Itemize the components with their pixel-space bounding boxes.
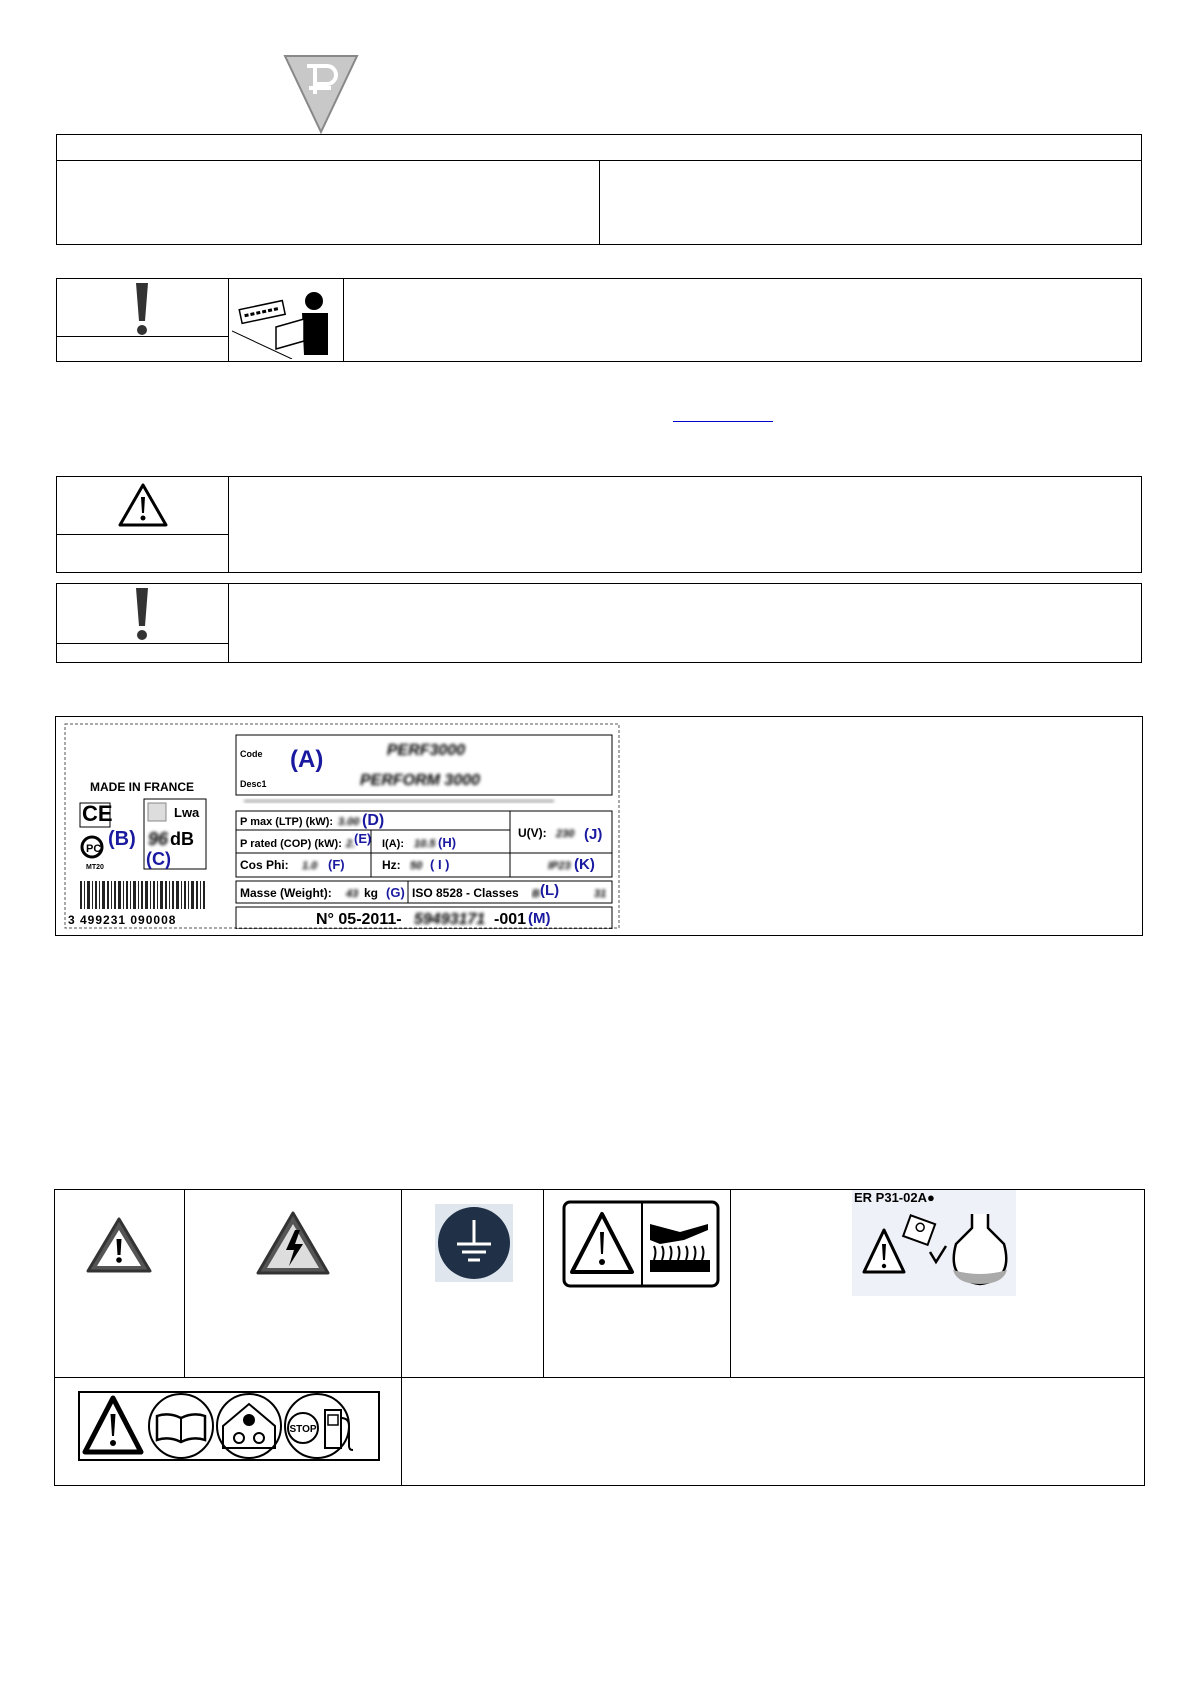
nameplate-image: [64, 723, 620, 929]
svg-text:Hz:: Hz:: [382, 858, 401, 872]
svg-text:PERFORM 3000: PERFORM 3000: [359, 772, 481, 789]
warning-notice: [56, 476, 1142, 573]
svg-text:MT20: MT20: [86, 864, 104, 871]
svg-text:PC: PC: [86, 843, 102, 855]
hyperlink-underline[interactable]: [673, 421, 773, 422]
nameplate-section: [55, 716, 1143, 936]
svg-text:Masse (Weight):: Masse (Weight):: [240, 886, 332, 900]
svg-text:96: 96: [148, 829, 169, 849]
svg-text:kg: kg: [364, 886, 379, 900]
svg-text:Desc1: Desc1: [240, 779, 267, 789]
svg-text:(G): (G): [386, 885, 405, 900]
header-table: [56, 134, 1142, 245]
toxic-fumes-icon: [217, 1394, 281, 1458]
hot-surface-icon: [562, 1200, 720, 1288]
important-notice: [56, 583, 1142, 663]
svg-text:(D): (D): [362, 812, 385, 829]
general-warning-icon: [85, 1216, 153, 1274]
svg-text:B: B: [532, 888, 540, 900]
svg-text:2.: 2.: [346, 838, 356, 850]
svg-text:43: 43: [346, 888, 359, 900]
warning-triangle-icon: [117, 482, 169, 528]
svg-text:(H): (H): [438, 835, 457, 850]
svg-text:50: 50: [410, 860, 423, 872]
svg-text:3.00: 3.00: [338, 816, 360, 828]
earth-ground-icon: [435, 1204, 513, 1282]
safety-instructions-sticker: [77, 1390, 381, 1462]
svg-text:N° 05-2011-: N° 05-2011-: [316, 911, 402, 928]
svg-text:PERF3000: PERF3000: [386, 742, 466, 759]
svg-text:Lwa: Lwa: [174, 805, 200, 820]
svg-text:Cos Phi:: Cos Phi:: [240, 858, 289, 872]
exclamation-icon: [132, 281, 152, 337]
svg-text:31: 31: [594, 888, 607, 900]
sound-power-icon: [148, 803, 166, 821]
svg-text:-001: -001: [494, 911, 527, 928]
svg-text:1.0: 1.0: [302, 860, 318, 872]
read-manual-notice: [56, 278, 1142, 362]
svg-text:STOP: STOP: [289, 1424, 317, 1435]
svg-text:ER P31-02A●: ER P31-02A●: [854, 1190, 935, 1205]
svg-text:U(V):: U(V):: [518, 826, 547, 840]
svg-text:dB: dB: [170, 829, 194, 849]
svg-text:(L): (L): [540, 882, 560, 899]
svg-text:( I ): ( I ): [430, 857, 450, 872]
svg-text:(F): (F): [328, 857, 345, 872]
svg-text:(C): (C): [146, 849, 171, 869]
svg-text:P rated (COP) (kW):: P rated (COP) (kW):: [240, 838, 342, 850]
svg-text:(A): (A): [290, 746, 324, 773]
ce-mark-icon: CE: [82, 801, 113, 826]
svg-text:230: 230: [556, 828, 575, 840]
made-in-label: MADE IN FRANCE: [90, 780, 194, 794]
pictogram-table: [54, 1189, 1145, 1486]
svg-text:(J): (J): [584, 826, 603, 843]
read-manual-icon: [149, 1394, 213, 1458]
svg-text:P max (LTP) (kW):: P max (LTP) (kW):: [240, 816, 334, 828]
manufacturer-logo-icon: [283, 54, 359, 134]
svg-text:3 499231 090008: 3 499231 090008: [68, 913, 177, 927]
oil-level-sticker-icon: [852, 1190, 1016, 1296]
electrical-hazard-icon: [255, 1210, 331, 1276]
svg-text:I(A):: I(A):: [382, 838, 404, 850]
svg-text:(E): (E): [354, 831, 372, 846]
svg-text:Code: Code: [240, 749, 263, 759]
svg-text:ISO 8528 - Classes: ISO 8528 - Classes: [412, 886, 519, 900]
svg-text:59493171: 59493171: [414, 911, 486, 928]
svg-text:(B): (B): [108, 828, 136, 850]
svg-text:10.5: 10.5: [414, 838, 436, 850]
svg-text:IP23: IP23: [548, 860, 571, 872]
reading-manual-icon: [232, 281, 340, 359]
svg-text:(M): (M): [528, 910, 551, 927]
exclamation-icon: [132, 586, 152, 642]
svg-text:(K): (K): [574, 856, 595, 873]
